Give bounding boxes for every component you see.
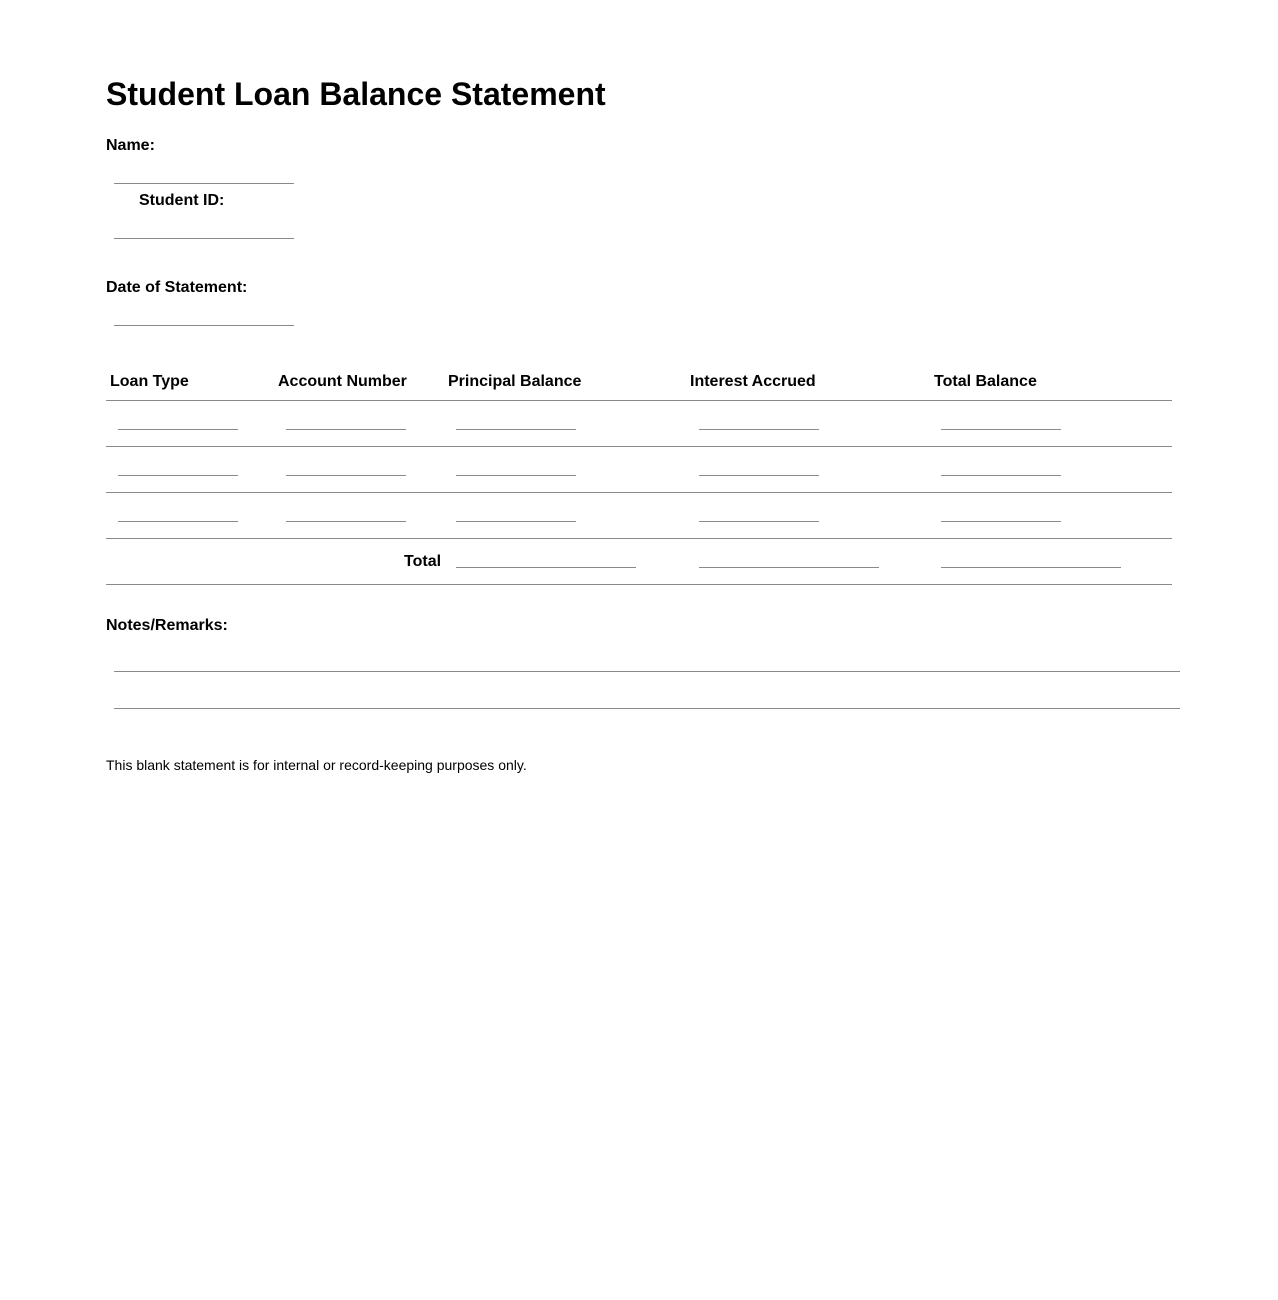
notes-line-1[interactable] <box>114 649 1180 672</box>
name-field[interactable] <box>114 161 294 184</box>
total-principal-field[interactable] <box>456 545 636 568</box>
principal-balance-field[interactable] <box>456 453 576 476</box>
total-label: Total <box>404 553 442 570</box>
interest-accrued-field[interactable] <box>699 407 819 430</box>
account-number-field[interactable] <box>286 407 406 430</box>
page-title: Student Loan Balance Statement <box>106 76 606 112</box>
disclaimer-text: This blank statement is for internal or record-keeping purposes only. <box>106 757 527 773</box>
loan-type-field[interactable] <box>118 407 238 430</box>
total-balance-field[interactable] <box>941 499 1061 522</box>
total-balance-field[interactable] <box>941 453 1061 476</box>
row-divider <box>106 538 1172 539</box>
total-balance-field[interactable] <box>941 407 1061 430</box>
interest-accrued-field[interactable] <box>699 453 819 476</box>
row-divider <box>106 446 1172 447</box>
name-label: Name: <box>106 137 155 154</box>
row-divider <box>106 492 1172 493</box>
total-interest-field[interactable] <box>699 545 879 568</box>
table-header-divider <box>106 400 1172 401</box>
notes-line-2[interactable] <box>114 686 1180 709</box>
account-number-field[interactable] <box>286 499 406 522</box>
date-of-statement-field[interactable] <box>114 303 294 326</box>
principal-balance-field[interactable] <box>456 499 576 522</box>
column-header-account-number: Account Number <box>278 373 407 390</box>
student-id-label: Student ID: <box>139 192 225 209</box>
date-of-statement-label: Date of Statement: <box>106 279 248 296</box>
loan-type-field[interactable] <box>118 453 238 476</box>
loan-type-field[interactable] <box>118 499 238 522</box>
table-bottom-divider <box>106 584 1172 585</box>
column-header-loan-type: Loan Type <box>110 373 189 390</box>
interest-accrued-field[interactable] <box>699 499 819 522</box>
column-header-principal-balance: Principal Balance <box>448 373 582 390</box>
column-header-total-balance: Total Balance <box>934 373 1037 390</box>
grand-total-field[interactable] <box>941 545 1121 568</box>
account-number-field[interactable] <box>286 453 406 476</box>
principal-balance-field[interactable] <box>456 407 576 430</box>
student-id-field[interactable] <box>114 216 294 239</box>
column-header-interest-accrued: Interest Accrued <box>690 373 816 390</box>
notes-label: Notes/Remarks: <box>106 617 228 634</box>
